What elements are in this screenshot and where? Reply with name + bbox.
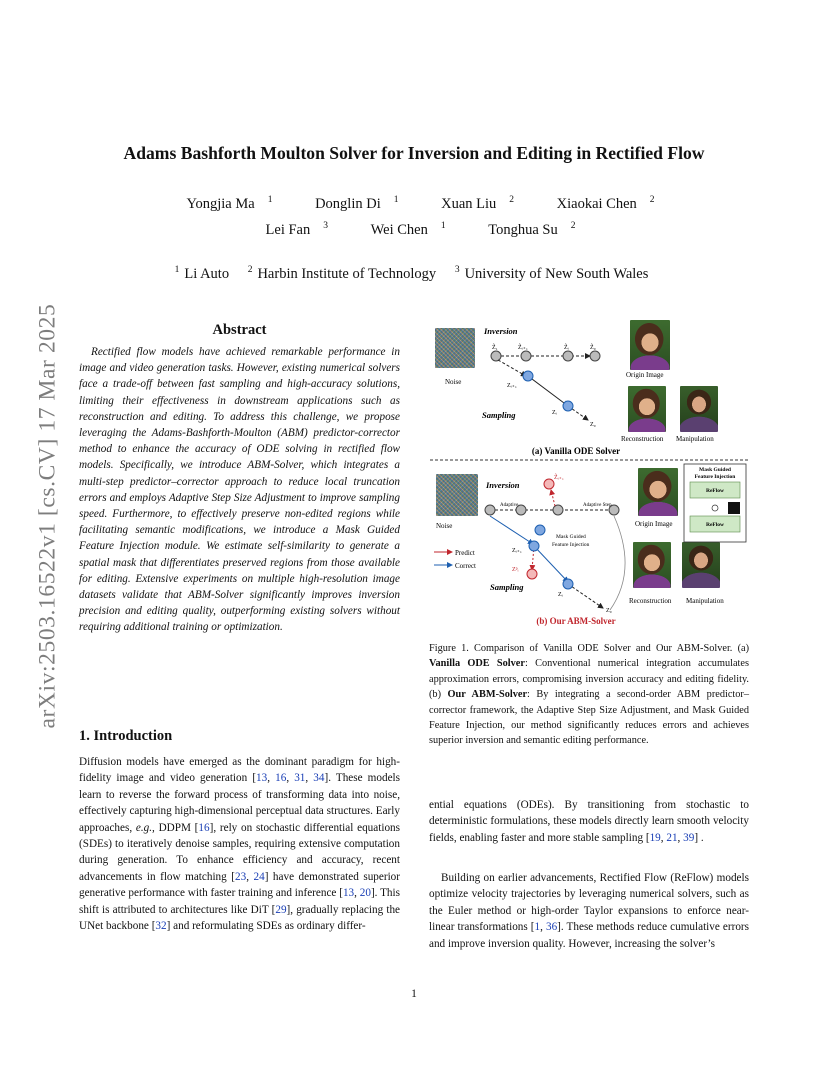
svg-text:Zᵢ: Zᵢ [552, 410, 557, 416]
svg-text:Z₀: Z₀ [606, 608, 612, 614]
page-number: 1 [411, 988, 417, 1000]
svg-text:Feature Injection: Feature Injection [694, 474, 736, 480]
affiliations: $^1$ Li Auto $^2$ Harbin Institute of Technology $^3$ University of New South Wales [174, 265, 649, 282]
citation-link[interactable]: 24 [253, 870, 265, 883]
citation-link[interactable]: 32 [155, 920, 167, 933]
citation-link[interactable]: 39 [683, 831, 695, 844]
mask-guided-label: Mask Guided [556, 534, 586, 540]
svg-text:Z̃ᵢ₊₁: Z̃ᵢ₊₁ [554, 475, 564, 481]
section-heading: 1. Introduction [79, 728, 173, 744]
figure-diagram [428, 320, 753, 632]
manipulation-label: Manipulation [686, 597, 724, 605]
arxiv-stamp: arXiv:2503.16522v1 [cs.CV] 17 Mar 2025 [34, 303, 61, 729]
manipulation-label: Manipulation [676, 435, 714, 443]
right-paragraph-1: ential equations (ODEs). By transitioning from stochastic to deterministic formulations, these models directly learn smooth velocity fields, enabling faster and more stable sampling [19, 21, 39] . [429, 799, 749, 844]
sampling-label: Sampling [482, 410, 516, 420]
adaptive-step-label: Adaptive Step [583, 503, 612, 508]
svg-text:Adaptive: Adaptive [500, 503, 519, 508]
svg-text:Z₀: Z₀ [590, 422, 596, 428]
author: Donglin Di $^1$ [315, 195, 399, 212]
citation-link[interactable]: 29 [275, 903, 287, 916]
noise-label: Noise [436, 522, 453, 530]
author: Tonghua Su $^2$ [488, 221, 576, 238]
citation-link[interactable]: 16 [198, 821, 210, 834]
svg-text:Z̃ᵢ: Z̃ᵢ [564, 345, 569, 351]
authors-row-2 [60, 221, 768, 239]
citation-link[interactable]: 34 [313, 772, 325, 785]
author: Wei Chen $^1$ [370, 221, 446, 238]
inversion-label: Inversion [484, 326, 518, 336]
reconstruction-label: Reconstruction [629, 597, 672, 605]
author: Xuan Liu $^2$ [441, 195, 515, 212]
noise-label: Noise [445, 378, 462, 386]
citation-link[interactable]: 23 [235, 870, 247, 883]
correct-legend: Correct [455, 562, 476, 570]
svg-text:Zᵢ₊₁: Zᵢ₊₁ [512, 548, 522, 554]
author: Yongjia Ma $^1$ [186, 195, 273, 212]
author: Lei Fan $^3$ [265, 221, 328, 238]
citation-link[interactable]: 21 [666, 831, 678, 844]
author: Xiaokai Chen $^2$ [556, 195, 655, 212]
intro-paragraph: Diffusion models have emerged as the dominant paradigm for high-fidelity image and video generation [13, 16, 31, 34]. These models learn to reverse the forward process of transforming data into noise, effectively capturing high-dimensional perceptual data structures. Early approaches, e.g., DDPM [16], rely on stochastic differential equations (SDEs) to iteratively denoise samples, requiring extensive computation during generation. To enhance efficiency and accuracy, recent advancements in flow matching [23, 24] have demonstrated superior generative performance with faster training and inference [13, 20]. This shift is attributed to architectures like DiT [29], gradually replacing the UNet backbone [32] and reformulating SDEs as ordinary differ- [79, 756, 401, 933]
origin-image-label: Origin Image [635, 520, 673, 528]
figure-caption: Figure 1. Comparison of Vanilla ODE Solver and Our ABM-Solver. (a) Vanilla ODE Solver: Conventional numerical integration accumulates approximation errors, compromising inversion accuracy and editing fidelity. (b) Our ABM-Solver: By integrating a second-order ABM predictor–corrector framework, the Adaptive Step Size Adjustment, and Mask Guided Feature Injection, our method significantly reduces errors and achieves superior inversion and semantic editing performance. [429, 643, 749, 747]
origin-image-label: Origin Image [626, 371, 664, 379]
abstract-text: Rectified flow models have achieved remarkable performance in image and video generation tasks. However, existing numerical solvers face a trade-off between fast sampling and high-accuracy solutions, limiting their effectiveness in downstream applications such as reconstruction and editing. To address this challenge, we propose leveraging the Adams-Bashforth-Moulton (ABM) predictor-corrector method to enhance the accuracy of ODE solving in rectified flow models. Specifically, we introduce ABM-Solver, which integrates a multi-step predictor–corrector approach to reduce local truncation errors and employs Adaptive Step Size Adjustment to improve sampling speed. Furthermore, to effectively preserve non-edited regions while facilitating semantic modifications, we introduce a Mask Guided Feature Injection module. We estimate self-similarity to generate a spatial mask that differentiates preserved regions from those available for editing. Extensive experiments on multiple high-resolution image datasets validate that ABM-Solver significantly improves inversion precision and editing quality, outperforming existing solvers without requiring additional training or optimization. [79, 346, 400, 634]
svg-text:Zᵢ₊₁: Zᵢ₊₁ [507, 383, 517, 389]
citation-link[interactable]: 13 [256, 772, 268, 785]
right-paragraph-2: Building on earlier advancements, Rectified Flow (ReFlow) models optimize velocity trajectories by leveraging numerical solvers, such as the Euler method or high-order Taylor expansions to enforce near-linear transformations [1, 36]. These methods reduce cumulative errors and improve inversion quality. However, increasing the solver’s [429, 872, 749, 950]
svg-text:Z̃₀: Z̃₀ [590, 345, 596, 351]
svg-text:Zᵢ: Zᵢ [558, 592, 563, 598]
citation-link[interactable]: 13 [342, 887, 355, 900]
reflow-label: ReFlow [705, 522, 725, 528]
citation-link[interactable]: 1 [534, 921, 541, 934]
figure-1 [428, 320, 753, 632]
svg-text:Z̃₁: Z̃₁ [492, 345, 498, 351]
citation-link[interactable]: 16 [275, 772, 287, 785]
reflow-label: ReFlow [705, 488, 725, 494]
sampling-label: Sampling [490, 582, 524, 592]
inversion-label: Inversion [486, 480, 520, 490]
svg-text:Zᵖᵢ: Zᵖᵢ [512, 567, 519, 573]
citation-link[interactable]: 19 [649, 831, 661, 844]
paper-title: Adams Bashforth Moulton Solver for Inversion and Editing in Rectified Flow [123, 143, 705, 163]
svg-text:Feature Injection: Feature Injection [552, 542, 590, 548]
reconstruction-label: Reconstruction [621, 435, 664, 443]
svg-text:Z̃ᵢ₊₁: Z̃ᵢ₊₁ [518, 345, 528, 351]
citation-link[interactable]: 31 [294, 772, 306, 785]
subfigure-a-caption: (a) Vanilla ODE Solver [531, 446, 621, 456]
authors-row-1 [60, 195, 768, 213]
predict-legend: Predict [455, 549, 475, 557]
citation-link[interactable]: 20 [359, 887, 371, 900]
citation-link[interactable]: 36 [545, 921, 558, 934]
svg-text:Mask Guided: Mask Guided [699, 467, 731, 473]
abstract-heading: Abstract [212, 322, 267, 338]
subfigure-b-caption: (b) Our ABM-Solver [536, 616, 616, 626]
